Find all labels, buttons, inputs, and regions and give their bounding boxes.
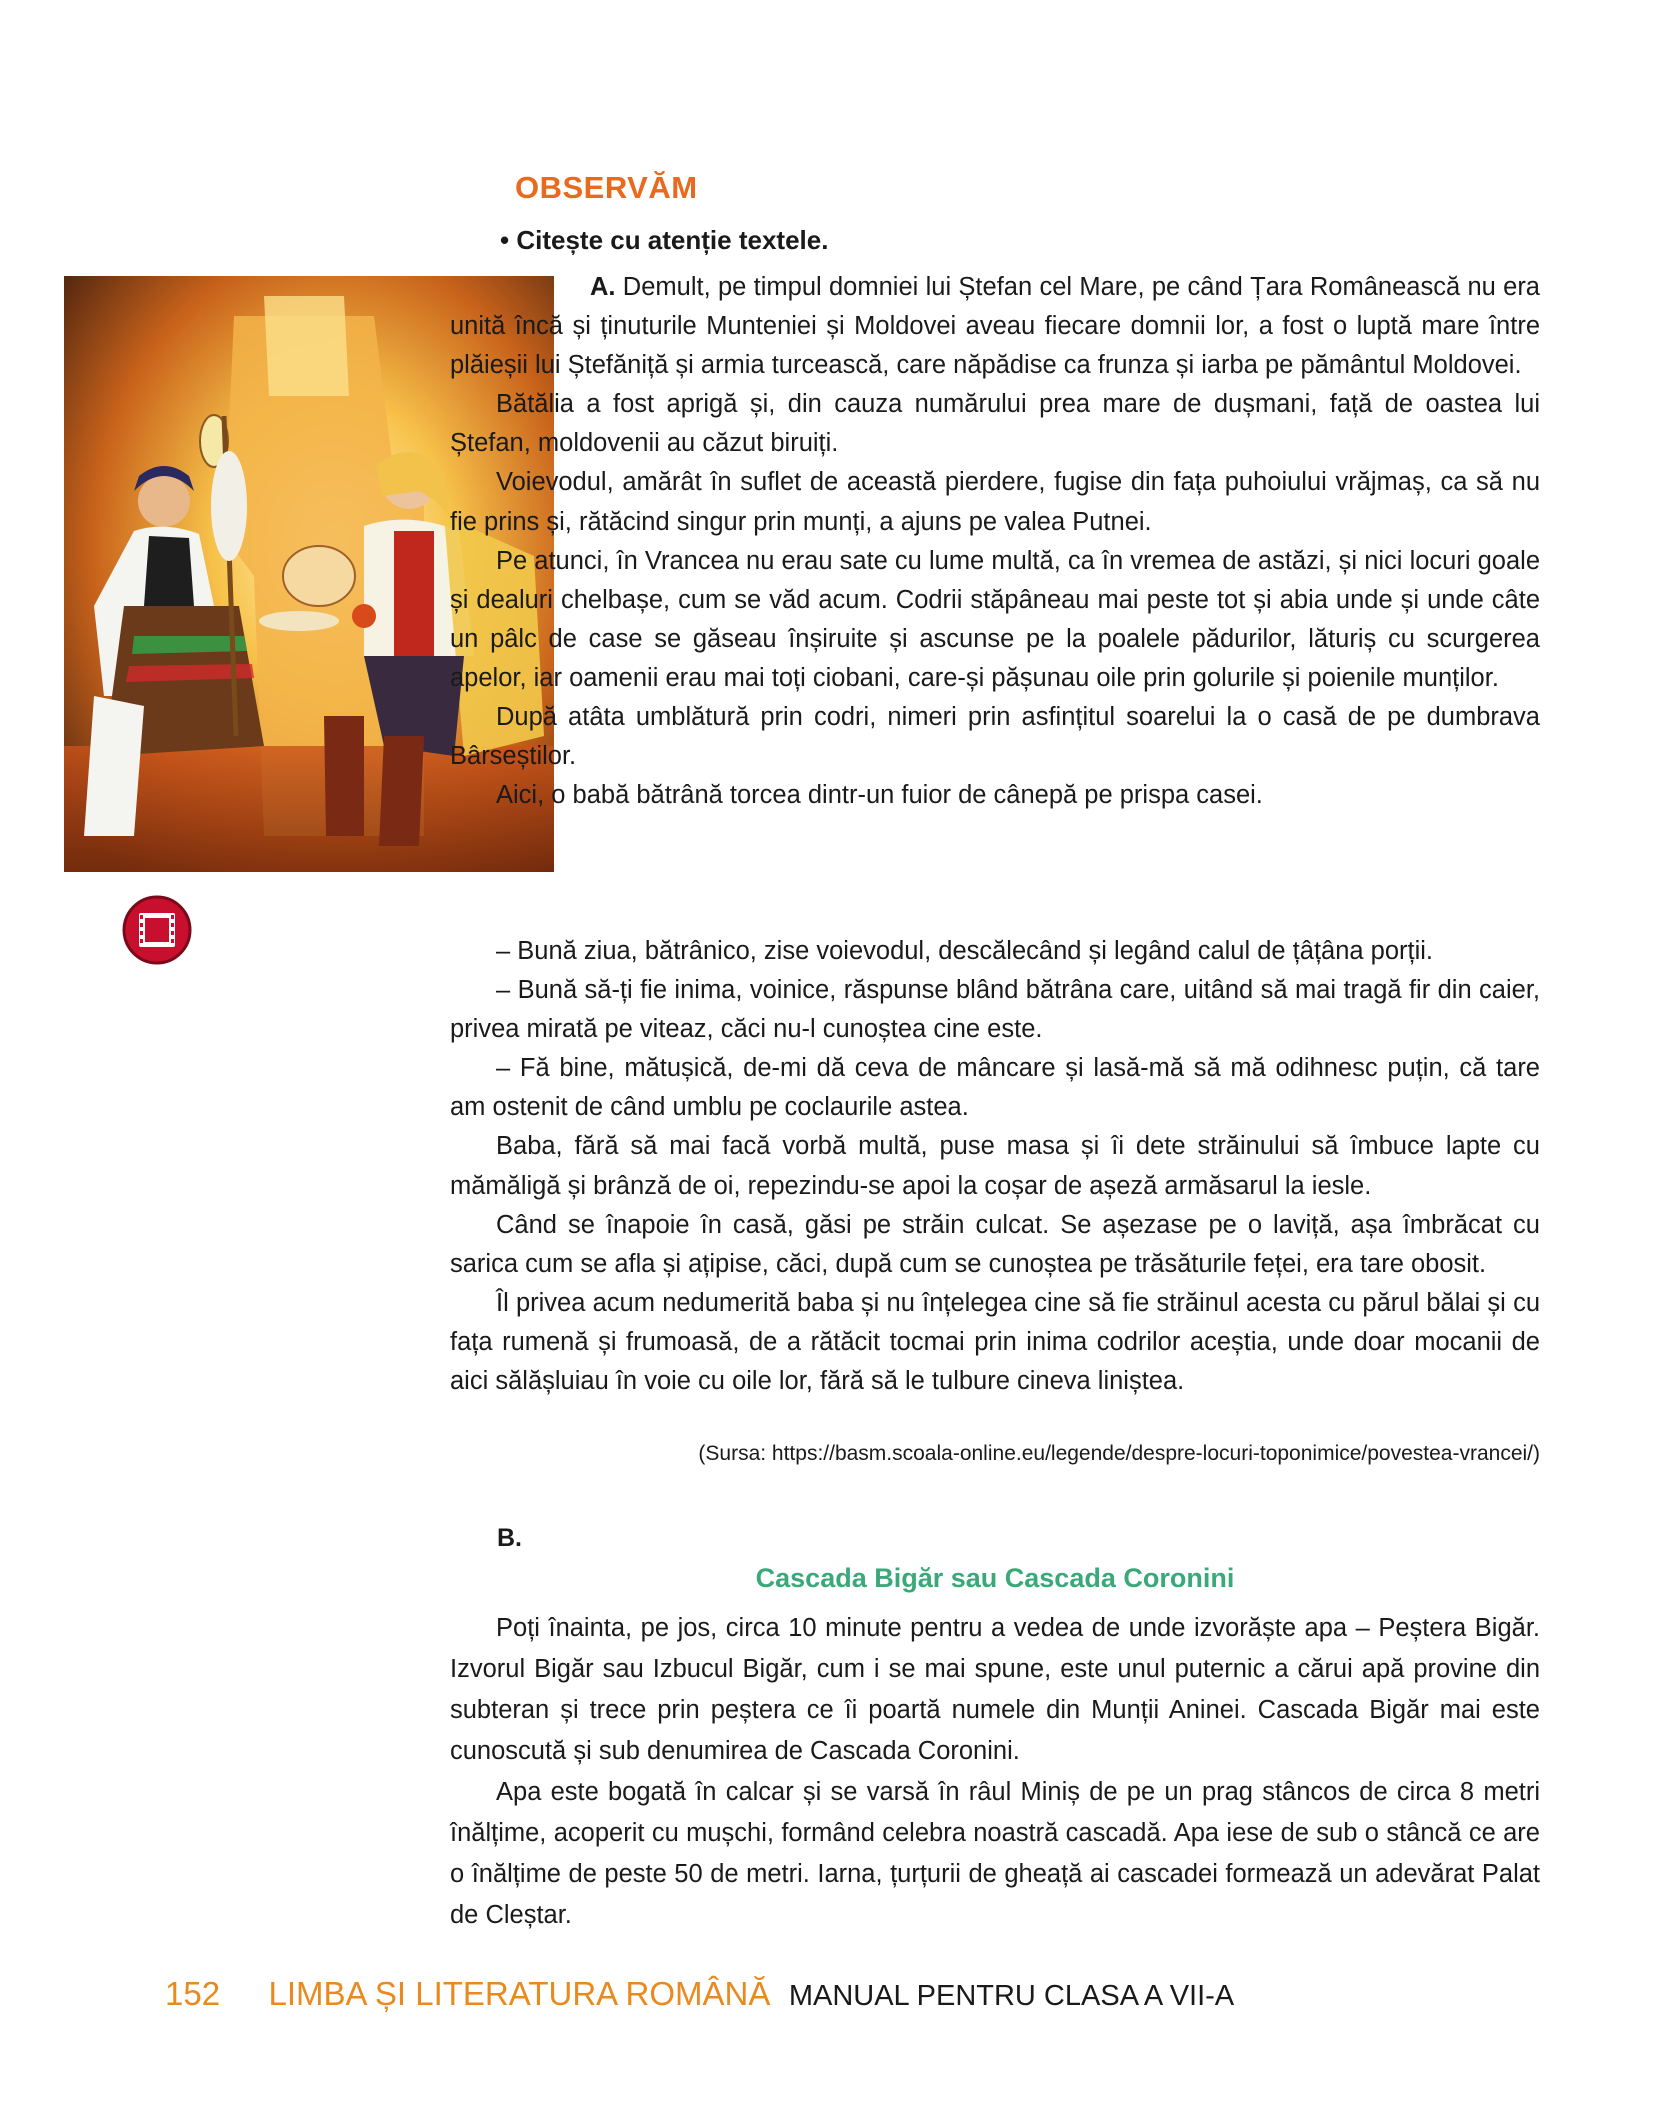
source-link[interactable]: (Sursa: https://basm.scoala-online.eu/legende/despre-locuri-toponimice/povestea-vrancei/) <box>698 1442 1540 1465</box>
dialog-line: – Bună să-ți fie inima, voinice, răspunse blând bătrâna care, uitând să mai tragă fir din caier, privea mirată pe viteaz, căci nu-l cunoștea cine este. <box>450 976 1540 1044</box>
instruction: • Citește cu atenție textele. <box>500 225 829 255</box>
book-subtitle: MANUAL PENTRU CLASA A VII-A <box>788 1980 1235 2012</box>
text-a <box>450 268 1540 815</box>
dialog-line: – Bună ziua, bătrânico, zise voievodul, descălecând și legând calul de țâțâna porții. <box>496 937 1434 965</box>
section-heading: OBSERVĂM <box>515 170 698 205</box>
dialog-line: – Fă bine, mătușică, de-mi dă ceva de mâncare și lasă-mă să mă odihnesc puțin, că tare am ostenit de când umblu pe coclaurile astea. <box>450 1054 1540 1122</box>
text-a-paragraph: Baba, fără să mai facă vorbă multă, puse masa și îi dete străinului să îmbuce lapte cu mămăligă și brânză de oi, repezindu-se apoi la coșar de așeză armăsarul la iesle. <box>450 1132 1540 1200</box>
text-b-label: B. <box>497 1524 522 1552</box>
page-footer <box>165 1975 1234 2013</box>
book-title: LIMBA ȘI LITERATURA ROMÂNĂ <box>268 1975 771 2012</box>
text-a-paragraph <box>450 268 1540 385</box>
text-a-paragraph: Pe atunci, în Vrancea nu erau sate cu lume multă, ca în vremea de astăzi, și nici locuri goale și dealuri chelbașe, cum se văd acum. Codrii stăpâneau mai peste tot și abia unde și unde câte un pâlc de case se găseau înșiruite și ascunse pe la poalele pădurilor, lăturiș cu scurgerea apelor, iar oamenii erau mai toți ciobani, care-și pășunau oile prin golurile și poienile munților. <box>450 546 1540 692</box>
text-a-paragraph: Îl privea acum nedumerită baba și nu înțelegea cine să fie străinul acesta cu părul bălai și cu fața rumenă și frumoasă, de a rătăcit tocmai prin inima codrilor aceștia, unde doar mocanii de aici sălășluiau în voie cu oile lor, fără să le tulbure cineva liniștea. <box>450 1288 1540 1396</box>
film-icon[interactable] <box>120 893 194 967</box>
text-a-first-paragraph: Demult, pe timpul domniei lui Ștefan cel Mare, pe când Țara Românească nu era unită încă și ținuturile Munteniei și Moldovei aveau fiecare domnii lor, a fost o luptă mare între plăieșii lui Ștefăniță și armia turcească, care năpădise ca frunza și iarba pe pământul Moldovei. <box>450 273 1540 380</box>
text-a-paragraph: Când se înapoie în casă, găsi pe străin culcat. Se așezase pe o laviță, așa îmbrăcat cu sarica cum se afla și ațipise, căci, după cum se cunoștea pe trăsăturile feței, era tare obosit. <box>450 1210 1540 1278</box>
text-b-title: Cascada Bigăr sau Cascada Coronini <box>755 1563 1235 1593</box>
text-a-paragraph: Voievodul, amărât în suflet de această pierdere, fugise din fața puhoiului vrăjmaș, ca să nu fie prins și, rătăcind singur prin munți, a ajuns pe valea Putnei. <box>450 468 1540 536</box>
text-a-paragraph: După atâta umblătură prin codri, nimeri prin asfințitul soarelui la o casă de pe dumbrava Bârseștilor. <box>450 703 1540 771</box>
page-number: 152 <box>165 1975 221 2012</box>
text-b <box>450 1608 1540 1936</box>
text-a-dialog <box>450 932 1540 1401</box>
text-a-paragraph: Aici, o babă bătrână torcea dintr-un fuior de cânepă pe prispa casei. <box>496 781 1263 810</box>
text-b-paragraph: Poți înainta, pe jos, circa 10 minute pentru a vedea de unde izvorăște apa – Peștera Bigăr. Izvorul Bigăr sau Izbucul Bigăr, cum i se mai spune, este unul puternic a cărui apă provine din subteran și trece prin peștera ce îi poartă numele din Munții Aninei. Cascada Bigăr mai este cunoscută și sub denumirea de Cascada Coronini. <box>450 1614 1540 1765</box>
text-b-paragraph: Apa este bogată în calcar și se varsă în râul Miniș de pe un prag stâncos de circa 8 metri înălțime, acoperit cu mușchi, formând celebra noastră cascadă. Apa iese de sub o stâncă ce are o înălțime de peste 50 de metri. Iarna, țurțurii de gheață ai cascadei formează un adevărat Palat de Cleștar. <box>450 1778 1540 1929</box>
text-a-paragraph: Bătălia a fost aprigă și, din cauza numărului prea mare de dușmani, față de oastea lui Ștefan, moldovenii au căzut biruiți. <box>450 390 1540 458</box>
text-a-label: A. <box>590 273 616 301</box>
